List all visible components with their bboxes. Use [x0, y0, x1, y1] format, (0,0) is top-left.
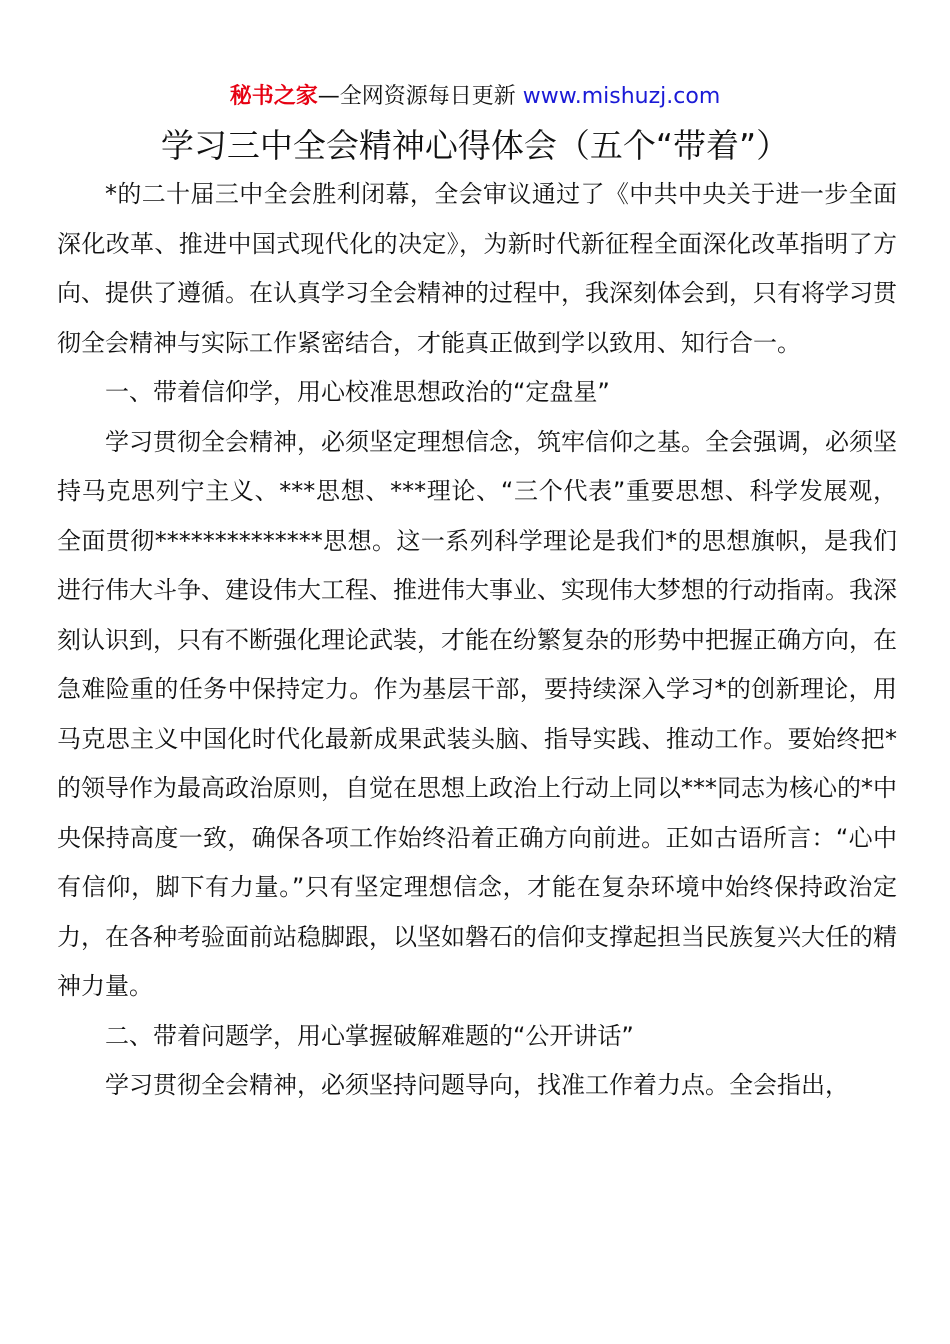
intro-paragraph: *的二十届三中全会胜利闭幕，全会审议通过了《中共中央关于进一步全面深化改革、推进中国式现代化的决定》，为新时代新征程全面深化改革指明了方向、提供了遵循。在认真学习全会精神的过程中，我深刻体会到，只有将学习贯彻全会精神与实际工作紧密结合，才能真正做到学以致用、知行合一。 [57, 180, 897, 357]
banner-tagline: —全网资源每日更新 [317, 84, 523, 109]
document-title: 学习三中全会精神心得体会（五个“带着”） [160, 126, 790, 165]
section-2-paragraph: 学习贯彻全会精神，必须坚持问题导向，找准工作着力点。全会指出， [105, 1071, 849, 1099]
site-url-link[interactable]: www.mishuzj.com [522, 84, 721, 109]
section-heading-1: 一、带着信仰学，用心校准思想政治的“定盘星” [105, 378, 610, 406]
document-body [57, 170, 897, 1111]
brand-name: 秘书之家 [229, 84, 318, 109]
site-banner [0, 82, 950, 112]
section-1-paragraph: 学习贯彻全会精神，必须坚定理想信念，筑牢信仰之基。全会强调，必须坚持马克思列宁主义、***思想、***理论、“三个代表”重要思想、科学发展观，全面贯彻**************思想。这一系列科学理论是我们*的思想旗帜，是我们进行伟大斗争、建设伟大工程、推进伟大事业、实现伟大梦想的行动指南。我深刻认识到，只有不断强化理论武装，才能在纷繁复杂的形势中把握正确方向，在急难险重的任务中保持定力。作为基层干部，要持续深入学习*的创新理论，用马克思主义中国化时代化最新成果武装头脑、指导实践、推动工作。要始终把*的领导作为最高政治原则，自觉在思想上政治上行动上同以***同志为核心的*中央保持高度一致，确保各项工作始终沿着正确方向前进。正如古语所言：“心中有信仰，脚下有力量。”只有坚定理想信念，才能在复杂环境中始终保持政治定力，在各种考验面前站稳脚跟，以坚如磐石的信仰支撑起担当民族复兴大任的精神力量。 [57, 427, 897, 1000]
section-heading-2: 二、带着问题学，用心掌握破解难题的“公开讲话” [105, 1021, 634, 1050]
